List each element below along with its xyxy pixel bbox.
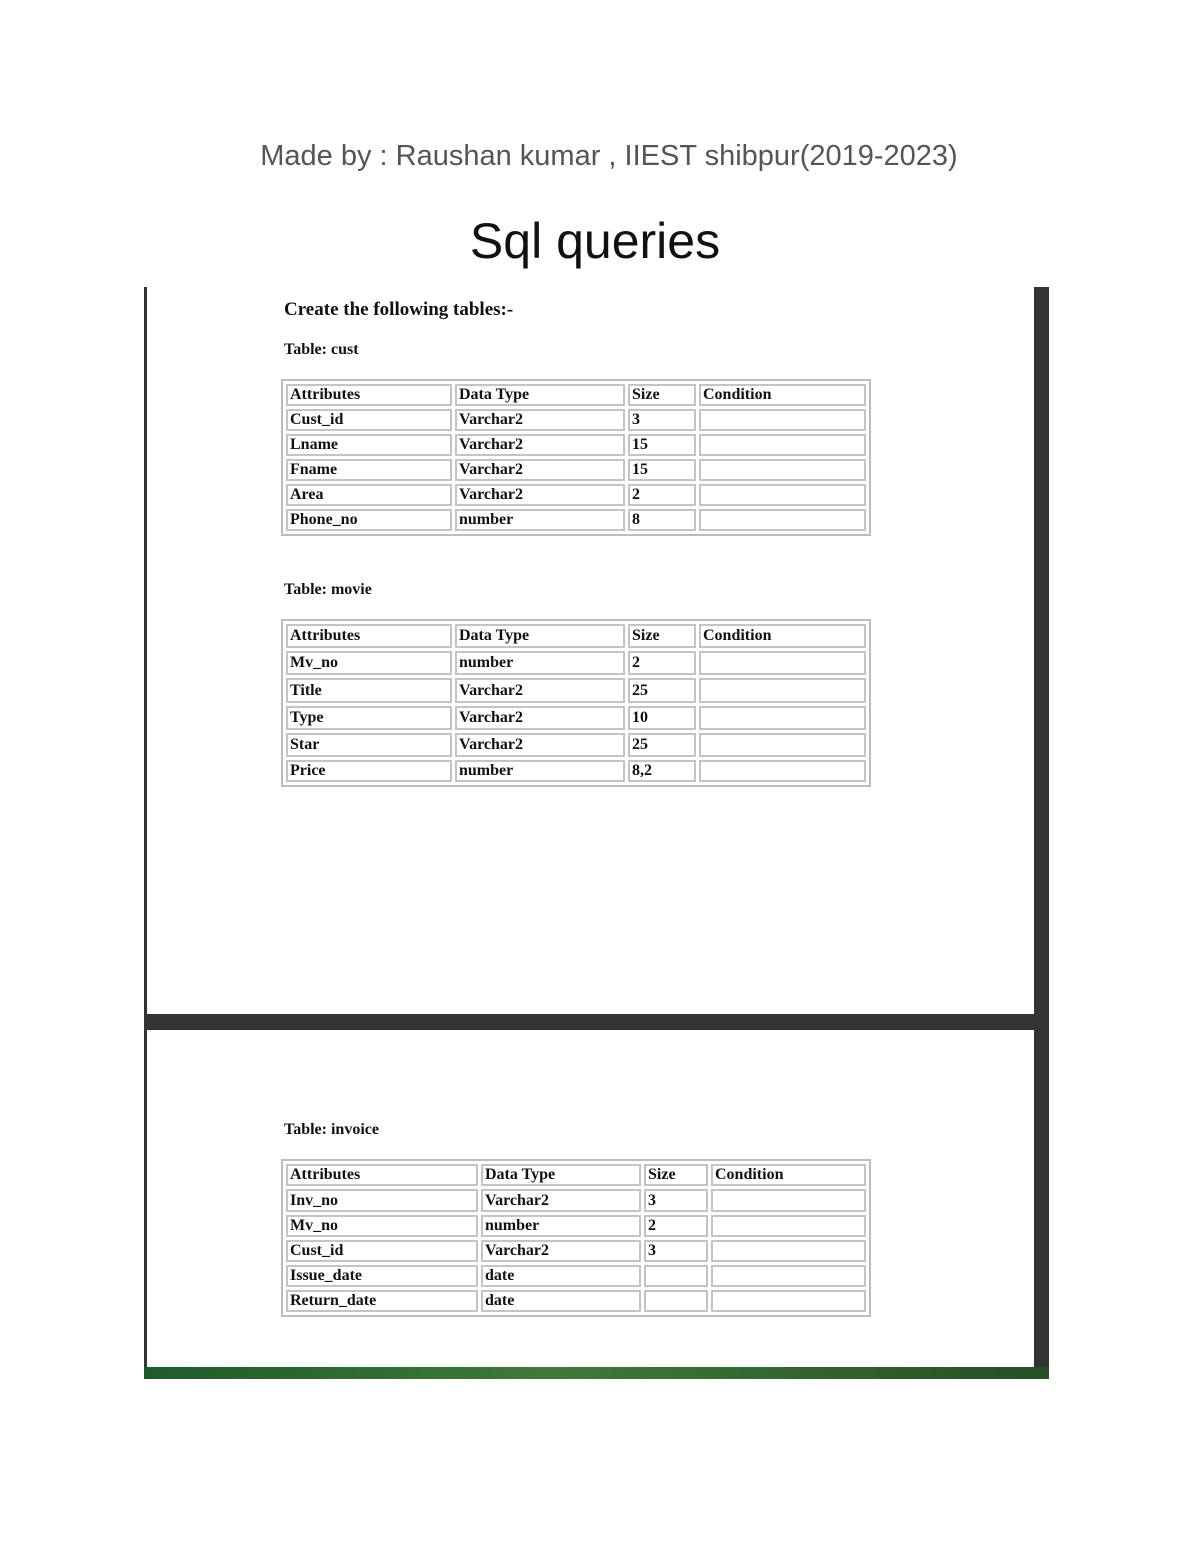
cust-table-label: Table: cust (284, 341, 359, 358)
header-cell: Size (644, 1164, 708, 1186)
table-cell (699, 484, 866, 506)
table-header-row (286, 384, 866, 406)
table-cell: Varchar2 (455, 678, 625, 703)
table-cell (711, 1189, 866, 1212)
table-cell: Varchar2 (455, 459, 625, 481)
table-row (286, 434, 866, 456)
table-cell: Mv_no (286, 1215, 478, 1237)
table-cell: 2 (644, 1215, 708, 1237)
table-cell: Area (286, 484, 452, 506)
instructions-heading: Create the following tables:- (284, 299, 514, 320)
header-cell: Data Type (455, 624, 625, 648)
table-row (286, 678, 866, 703)
table-cell (699, 706, 866, 730)
author-line: Made by : Raushan kumar , IIEST shibpur(2019-2023) (260, 140, 958, 172)
table-cell (711, 1215, 866, 1237)
table-cell (699, 459, 866, 481)
table-cell: Varchar2 (455, 733, 625, 757)
table-cell: 3 (628, 409, 696, 431)
table-cell: 10 (628, 706, 696, 730)
table-cell: Title (286, 678, 452, 703)
table-cell: Varchar2 (481, 1240, 641, 1262)
table-cell: Issue_date (286, 1265, 478, 1287)
table-cell (699, 678, 866, 703)
invoice-table-label: Table: invoice (284, 1121, 379, 1138)
bottom-strip (144, 1367, 1049, 1379)
header-cell: Condition (699, 624, 866, 648)
table-row (286, 484, 866, 506)
table-row (286, 1240, 866, 1262)
table-cell: number (481, 1215, 641, 1237)
table-cell (711, 1240, 866, 1262)
table-cell: 8,2 (628, 760, 696, 782)
table-cell: Return_date (286, 1290, 478, 1312)
table-cell: 2 (628, 484, 696, 506)
table-row (286, 459, 866, 481)
header-cell: Data Type (455, 384, 625, 406)
table-row (286, 1215, 866, 1237)
table-cell (699, 733, 866, 757)
table-cell: Varchar2 (481, 1189, 641, 1212)
table-cell: date (481, 1265, 641, 1287)
table-cell: number (455, 760, 625, 782)
header-cell: Attributes (286, 1164, 478, 1186)
table-cell: Varchar2 (455, 706, 625, 730)
table-cell (711, 1265, 866, 1287)
table-cell: 15 (628, 459, 696, 481)
table-cell (711, 1290, 866, 1312)
header-cell: Condition (699, 384, 866, 406)
page-two (147, 1030, 1034, 1367)
table-cell: Star (286, 733, 452, 757)
cust-table (281, 379, 871, 536)
page-one (147, 287, 1034, 1014)
table-cell: 25 (628, 678, 696, 703)
table-row (286, 509, 866, 531)
table-cell (699, 434, 866, 456)
table-row (286, 760, 866, 782)
table-cell: Cust_id (286, 409, 452, 431)
table-cell: Varchar2 (455, 409, 625, 431)
header-cell: Attributes (286, 384, 452, 406)
table-cell: Inv_no (286, 1189, 478, 1212)
table-cell: Phone_no (286, 509, 452, 531)
movie-table (281, 619, 871, 787)
document-title: Sql queries (469, 213, 721, 269)
table-cell: 3 (644, 1240, 708, 1262)
table-row (286, 706, 866, 730)
table-cell: Lname (286, 434, 452, 456)
table-cell: Cust_id (286, 1240, 478, 1262)
table-cell: 25 (628, 733, 696, 757)
table-cell (644, 1290, 708, 1312)
header-cell: Size (628, 624, 696, 648)
invoice-table (281, 1159, 871, 1317)
header-cell: Data Type (481, 1164, 641, 1186)
table-cell: date (481, 1290, 641, 1312)
table-cell (699, 651, 866, 675)
table-cell: 15 (628, 434, 696, 456)
table-cell (699, 409, 866, 431)
table-row (286, 651, 866, 675)
table-row (286, 409, 866, 431)
header-cell: Attributes (286, 624, 452, 648)
table-cell: Price (286, 760, 452, 782)
table-cell: 2 (628, 651, 696, 675)
table-cell (644, 1265, 708, 1287)
table-cell (699, 760, 866, 782)
table-cell: 3 (644, 1189, 708, 1212)
table-cell: Varchar2 (455, 434, 625, 456)
table-row (286, 733, 866, 757)
table-cell: Type (286, 706, 452, 730)
table-row (286, 1290, 866, 1312)
table-cell (699, 509, 866, 531)
screenshot-frame (144, 287, 1049, 1379)
table-cell: number (455, 509, 625, 531)
movie-table-label: Table: movie (284, 581, 372, 598)
table-cell: 8 (628, 509, 696, 531)
table-cell: Varchar2 (455, 484, 625, 506)
table-header-row (286, 624, 866, 648)
table-row (286, 1189, 866, 1212)
header-cell: Size (628, 384, 696, 406)
table-cell: number (455, 651, 625, 675)
table-cell: Mv_no (286, 651, 452, 675)
table-cell: Fname (286, 459, 452, 481)
table-header-row (286, 1164, 866, 1186)
table-row (286, 1265, 866, 1287)
header-cell: Condition (711, 1164, 866, 1186)
